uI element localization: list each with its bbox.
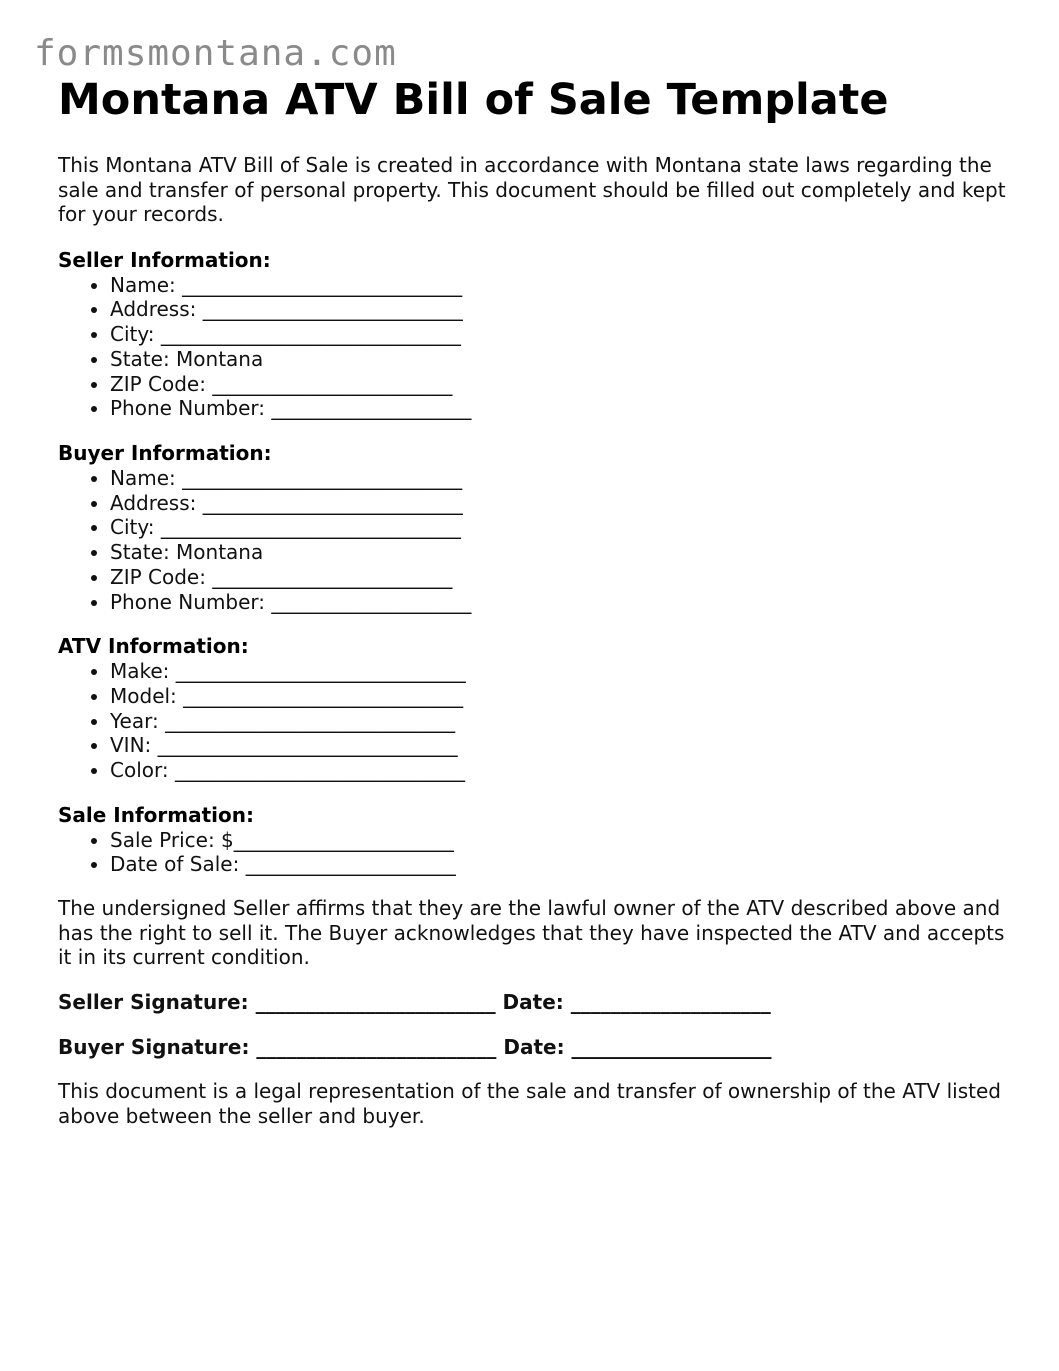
- atv-info-list: [58, 659, 1008, 783]
- sale-price-field: • Sale Price: $______________________: [110, 828, 1008, 853]
- seller-state-field: • State: Montana: [110, 347, 1008, 372]
- seller-address-field: • Address: __________________________: [110, 297, 1008, 322]
- buyer-phone-field: • Phone Number: ____________________: [110, 590, 1008, 615]
- seller-name-field: • Name: ____________________________: [110, 273, 1008, 298]
- seller-phone-field: • Phone Number: ____________________: [110, 396, 1008, 421]
- buyer-signature-line: Buyer Signature: ________________________ Date: ____________________: [58, 1034, 772, 1059]
- atv-year-field: • Year: _____________________________: [110, 709, 1008, 734]
- sale-info-heading: Sale Information:: [58, 802, 254, 827]
- atv-vin-field: • VIN: ______________________________: [110, 733, 1008, 758]
- buyer-info-list: [58, 466, 1008, 614]
- affirmation-paragraph: The undersigned Seller affirms that they are the lawful owner of the ATV described above and has the right to sell it. The Buyer acknowledges that they have inspected the ATV and accepts it in its current condition.: [58, 896, 1005, 970]
- buyer-zip-field: • ZIP Code: ________________________: [110, 565, 1008, 590]
- atv-make-field: • Make: _____________________________: [110, 659, 1008, 684]
- closing-paragraph: This document is a legal representation of the sale and transfer of ownership of the ATV listed above between the seller and buyer.: [58, 1078, 1001, 1128]
- seller-info-list: [58, 273, 1008, 421]
- sale-info-list: [58, 828, 1008, 877]
- intro-paragraph: This Montana ATV Bill of Sale is created in accordance with Montana state laws regarding the sale and transfer of personal property. This document should be filled out completely and kept for your records.: [58, 153, 1006, 227]
- document-body: [58, 74, 1008, 1128]
- buyer-state-field: • State: Montana: [110, 540, 1008, 565]
- buyer-address-field: • Address: __________________________: [110, 491, 1008, 516]
- atv-model-field: • Model: ____________________________: [110, 684, 1008, 709]
- atv-color-field: • Color: _____________________________: [110, 758, 1008, 783]
- buyer-name-field: • Name: ____________________________: [110, 466, 1008, 491]
- seller-city-field: • City: ______________________________: [110, 322, 1008, 347]
- seller-signature-line: Seller Signature: ________________________ Date: ____________________: [58, 989, 771, 1014]
- document-title: Montana ATV Bill of Sale Template: [58, 75, 889, 125]
- buyer-info-heading: Buyer Information:: [58, 441, 272, 465]
- atv-info-heading: ATV Information:: [58, 634, 249, 659]
- watermark-text: formsmontana.com: [34, 33, 397, 74]
- buyer-city-field: • City: ______________________________: [110, 515, 1008, 540]
- sale-date-field: • Date of Sale: _____________________: [110, 852, 1008, 877]
- seller-zip-field: • ZIP Code: ________________________: [110, 372, 1008, 397]
- seller-info-heading: Seller Information:: [58, 247, 271, 272]
